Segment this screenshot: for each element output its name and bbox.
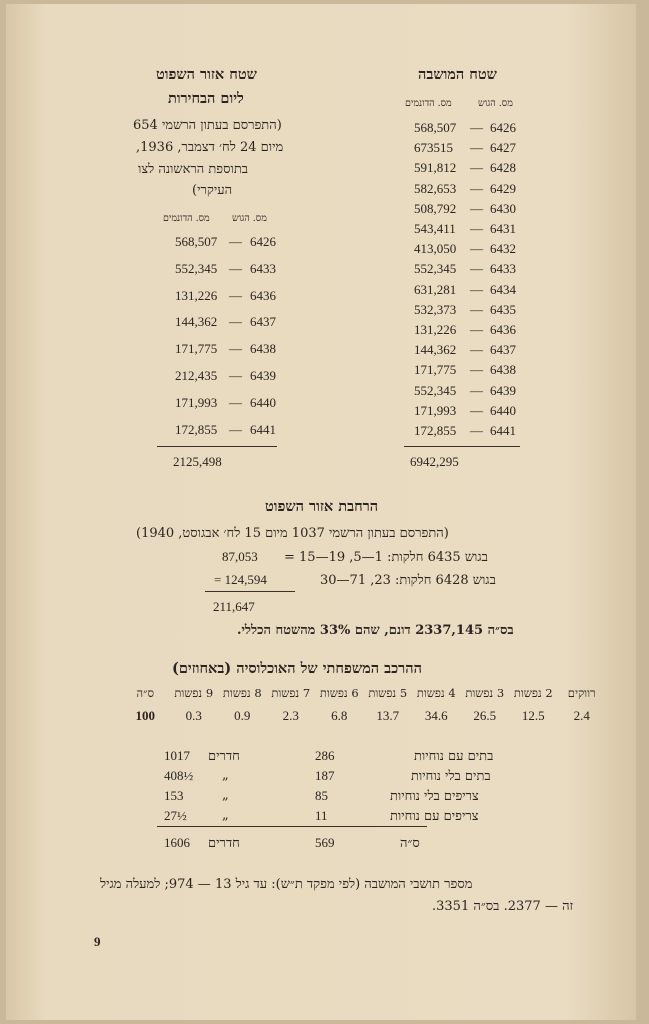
table-row [0,368,649,386]
block-number: 6432 [490,241,516,257]
colony-total-rule [404,446,520,447]
table-row [0,201,649,219]
family-value: 6.8 [331,708,348,723]
dash-separator: — [470,423,483,438]
housing-count: 187 [315,768,335,783]
area-value: 568,507 [414,120,457,135]
area-value: 144,362 [175,314,218,330]
block-number: 6441 [490,423,516,438]
block-number: 6439 [490,382,516,398]
housing-total-rule [157,826,427,827]
housing-label: בתים בלי נוחיות [411,769,491,784]
area-value: 631,281 [414,281,457,297]
family-header: 6 נפשות [319,686,359,700]
colony-col-header-area: מס. הדונמים [405,98,452,109]
block-number: 6426 [490,120,516,135]
block-number: 6427 [490,140,516,156]
housing-label: צריפים בלי נוחיות [390,789,479,804]
dash-separator: — [229,260,242,276]
dash-separator: — [470,322,483,337]
block-number: 6436 [490,322,516,337]
family-header: 2 נפשות [513,686,553,700]
area-value: 543,411 [414,221,456,236]
area-value: 171,993 [175,394,218,410]
family-header: 7 נפשות [271,686,311,700]
area-value: 172,855 [414,423,457,438]
block-number: 6440 [250,394,276,410]
housing-total-rooms: 1606 [164,835,190,850]
table-row [0,395,649,413]
area-value: 673515 [414,140,453,156]
family-title: ההרכב המשפחתי של האוכלוסיה (באחוזים) [172,660,422,677]
housing-total-label: ס״ה [400,836,420,851]
dash-separator: — [229,368,242,383]
family-value: 0.3 [185,708,202,723]
area-value: 131,226 [414,322,457,337]
dash-separator: — [470,261,483,277]
dash-separator: — [470,180,483,196]
area-value: 552,345 [414,261,457,277]
dash-separator: — [470,160,483,176]
jurisdiction-col-header-block: מס. הגוש [232,213,267,224]
family-header: 9 נפשות [174,686,214,700]
housing-rooms: 408½ [164,768,194,783]
table-row [0,261,649,279]
family-value: 0.9 [234,708,251,723]
dash-separator: — [470,362,483,378]
population-line2: זה — 2377. בס״ה 3351. [432,899,574,914]
expansion-line2: בגוש 6428 חלקות: 23, 71—30 [320,573,496,588]
expansion-line1: בגוש 6435 חלקות: 1—5, 19—15 = [284,550,488,565]
family-header: רווקים [567,686,596,700]
dash-separator: — [229,394,242,410]
block-number: 6430 [490,200,516,216]
family-value: 12.5 [521,708,545,723]
block-number: 6431 [490,221,516,236]
colony-total: 6942,295 [410,454,459,469]
table-row [0,120,649,138]
block-number: 6439 [250,368,276,383]
block-number: 6433 [490,261,516,277]
expansion-line2-value: = 124,594 [214,572,267,587]
area-value: 144,362 [414,342,457,358]
dash-separator: — [470,120,483,135]
jurisdiction-note-3: בתוספת הראשונה לצו [138,162,249,177]
dash-separator: — [470,342,483,358]
table-row [0,140,649,158]
expansion-line1-value: 87,053 [222,549,258,564]
table-row [0,314,649,332]
family-value: 100 [135,708,155,723]
housing-total-rooms-label: חדרים [208,836,240,851]
jurisdiction-total: 2125,498 [173,454,222,469]
block-number: 6434 [490,281,516,297]
jurisdiction-col-header-area: מס. הדונמים [163,213,210,224]
table-row [0,422,649,440]
dash-separator: — [229,341,242,357]
area-value: 532,373 [414,301,457,317]
table-row [0,181,649,199]
expansion-note: (התפרסם בעתון הרשמי 1037 מיום 15 לח׳ אבגוסט, 1940) [136,526,449,541]
family-value: 26.5 [473,708,497,723]
dash-separator: — [229,234,242,249]
housing-rooms-label: „ [222,808,229,823]
dash-separator: — [470,200,483,216]
jurisdiction-note-2: מיום 24 לח׳ דצמבר, 1936, [136,140,284,155]
dash-separator: — [470,402,483,418]
colony-area-title: שטח המושבה [418,66,497,83]
dash-separator: — [229,314,242,330]
family-header: 4 נפשות [416,686,456,700]
family-value: 2.3 [282,708,299,723]
dash-separator: — [229,287,242,303]
jurisdiction-subtitle: ליום הבחירות [168,90,244,107]
housing-count: 85 [315,788,328,803]
block-number: 6436 [250,287,276,303]
jurisdiction-note-1: (התפרסם בעתון הרשמי 654 [133,118,282,133]
dash-separator: — [470,221,483,236]
area-value: 552,345 [175,260,218,276]
dash-separator: — [470,241,483,257]
block-number: 6437 [250,314,276,330]
table-row [0,341,649,359]
area-value: 552,345 [414,382,457,398]
area-value: 591,812 [414,160,457,176]
housing-count: 286 [315,748,335,763]
jurisdiction-title: שטח אזור השפוט [156,66,257,83]
area-value: 171,775 [175,341,218,357]
dash-separator: — [470,140,483,156]
block-number: 6440 [490,402,516,418]
block-number: 6437 [490,342,516,358]
housing-rooms: 1017 [164,748,190,763]
area-value: 413,050 [414,241,457,257]
block-number: 6426 [250,234,276,249]
block-number: 6428 [490,160,516,176]
housing-total-count: 569 [315,835,335,850]
family-value: 34.6 [424,708,448,723]
housing-rooms-label: „ [222,768,229,783]
table-row [0,234,649,252]
page-number: 9 [94,934,101,949]
dash-separator: — [470,301,483,317]
population-line1: מספר תושבי המושבה (לפי מפקד ת״ש): עד גיל 13 — 974; למעלה מגיל [100,877,473,892]
table-row [0,160,649,178]
area-value: 508,792 [414,200,457,216]
area-value: 171,993 [414,402,457,418]
family-header: 3 נפשות [465,686,505,700]
block-number: 6438 [490,362,516,378]
block-number: 6441 [250,421,276,437]
area-value: 212,435 [175,368,218,383]
family-value: 13.7 [376,708,400,723]
colony-col-header-block: מס. הגוש [478,98,513,109]
housing-label: צריפים עם נוחיות [390,809,479,824]
family-header: 5 נפשות [368,686,408,700]
block-number: 6435 [490,301,516,317]
area-value: 582,653 [414,180,457,196]
expansion-title: הרחבת אזור השפוט [265,498,379,515]
jurisdiction-total-rule [157,446,277,447]
expansion-summary: בס״ה 2337,145 דונם, שהם 33% מהשטח הכללי. [237,623,514,638]
block-number: 6433 [250,260,276,276]
family-value: 2.4 [573,708,590,723]
housing-rooms: 153 [164,788,184,803]
area-value: 568,507 [175,234,218,249]
housing-count: 11 [315,808,328,823]
block-number: 6429 [490,180,516,196]
area-value: 172,855 [175,421,218,437]
housing-rooms: 27½ [164,808,187,823]
area-value: 171,775 [414,362,457,378]
area-value: 131,226 [175,287,218,303]
expansion-subtotal: 211,647 [213,599,255,614]
housing-rooms-label: חדרים [208,749,240,764]
housing-label: בתים עם נוחיות [414,749,494,764]
housing-rooms-label: „ [222,788,229,803]
jurisdiction-note-4: העיקרי) [192,183,233,198]
dash-separator: — [470,382,483,398]
family-header: ס״ה [136,686,155,700]
expansion-subtotal-rule [205,591,295,592]
dash-separator: — [229,421,242,437]
family-header: 8 נפשות [222,686,262,700]
table-row [0,288,649,306]
block-number: 6438 [250,341,276,357]
dash-separator: — [470,281,483,297]
